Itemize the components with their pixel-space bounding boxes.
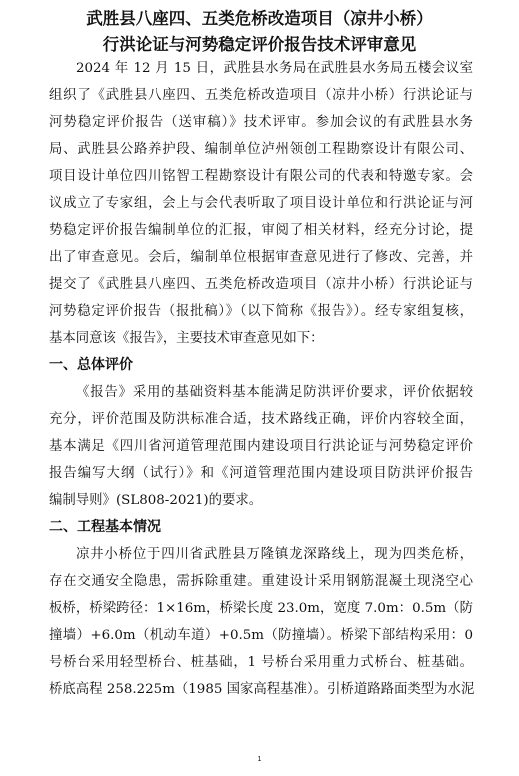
paragraph-line: 基本同意该《报告》，主要技术审查意见如下： xyxy=(49,331,324,346)
paragraph-line: 撞墙）+6.0m（机动车道）+0.5m（防撞墙）。桥梁下部结构采用：0 xyxy=(49,628,473,643)
paragraph-line: 出了审查意见。会后，编制单位根据审查意见进行了修改、完善，并 xyxy=(49,250,473,265)
section-heading-overall-evaluation: 一、总体评价 xyxy=(49,357,133,373)
document-title-line-2: 行洪论证与河势稳定评价报告技术评审意见 xyxy=(102,35,417,54)
paragraph-line: 桥底高程 258.225m（1985 国家高程基准）。引桥道路路面类型为水泥 xyxy=(49,682,475,697)
paragraph-line: 项目设计单位四川铭智工程勘察设计有限公司的代表和特邀专家。会 xyxy=(49,169,473,184)
paragraph-line: 河势稳定评价报告（报批稿）》（以下简称《报告》）。经专家组复核， xyxy=(49,304,473,319)
paragraph-line: 凉井小桥位于四川省武胜县万隆镇龙深路线上，现为四类危桥， xyxy=(76,547,473,562)
paragraph-line: 编制导则》(SL808-2021)的要求。 xyxy=(49,493,263,508)
paragraph-line: 议成立了专家组，会上与会代表听取了项目设计单位和行洪论证与河 xyxy=(49,196,473,211)
paragraph-line: 报告编写大纲（试行）》和《河道管理范围内建设项目防洪评价报告 xyxy=(49,466,473,481)
paragraph-line: 《报告》采用的基础资料基本能满足防洪评价要求，评价依据较 xyxy=(76,385,473,400)
paragraph-line: 号桥台采用轻型桥台、桩基础，1 号桥台采用重力式桥台、桩基础。 xyxy=(49,655,473,670)
paragraph-line: 存在交通安全隐患，需拆除重建。重建设计采用钢筋混凝土现浇空心 xyxy=(49,574,473,589)
paragraph-line: 组织了《武胜县八座四、五类危桥改造项目（凉井小桥）行洪论证与 xyxy=(49,88,473,103)
paragraph-line: 基本满足《四川省河道管理范围内建设项目行洪论证与河势稳定评价 xyxy=(49,439,473,454)
paragraph-line: 河势稳定评价报告（送审稿）》技术评审。参加会议的有武胜县水务 xyxy=(49,115,473,130)
paragraph-line: 充分，评价范围及防洪标准合适，技术路线正确，评价内容较全面， xyxy=(49,412,473,427)
paragraph-line: 提交了《武胜县八座四、五类危桥改造项目（凉井小桥）行洪论证与 xyxy=(49,277,473,292)
section-heading-project-overview: 二、工程基本情况 xyxy=(49,519,161,535)
paragraph-line: 势稳定评价报告编制单位的汇报，审阅了相关材料，经充分讨论，提 xyxy=(49,223,473,238)
document-title-line-1: 武胜县八座四、五类危桥改造项目（凉井小桥） xyxy=(86,9,433,28)
paragraph-line: 板桥，桥梁跨径：1×16m，桥梁长度 23.0m，宽度 7.0m：0.5m（防 xyxy=(49,601,473,616)
paragraph-line: 2024 年 12 月 15 日，武胜县水务局在武胜县水务局五楼会议室 xyxy=(76,61,473,76)
paragraph-line: 局、武胜县公路养护段、编制单位泸州领创工程勘察设计有限公司、 xyxy=(49,142,473,157)
page-number: 1 xyxy=(257,756,262,763)
